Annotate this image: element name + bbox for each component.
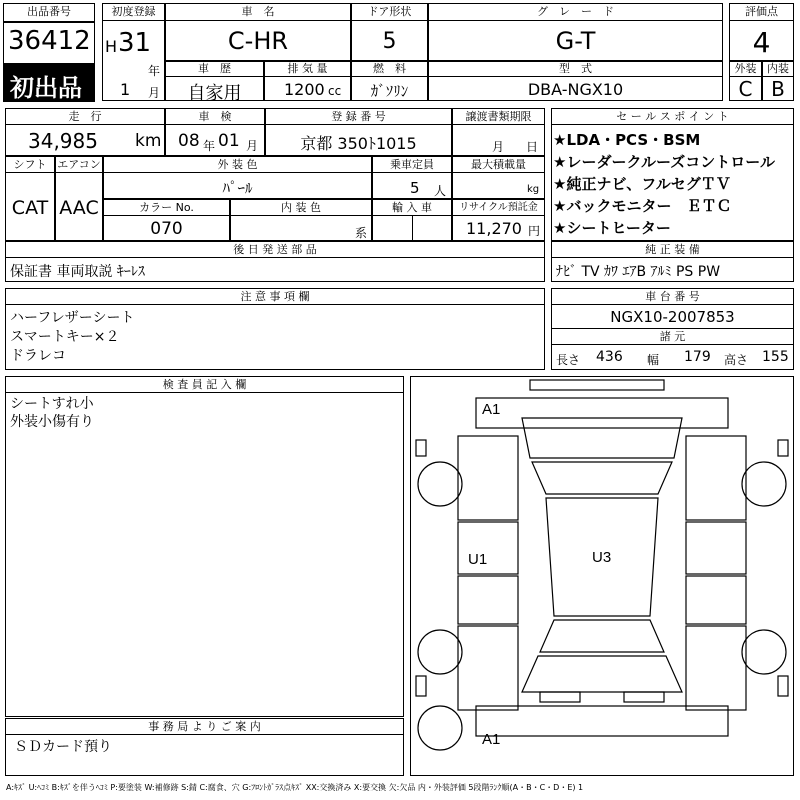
front-right-wheel (742, 462, 786, 506)
right-mirror (778, 440, 788, 456)
hood (522, 418, 682, 458)
shift-label: シフト (13, 158, 47, 171)
model-label: 型 式 (559, 62, 592, 75)
sales-points-label: セ ー ル ス ポ イ ン ト (616, 110, 729, 123)
recycle: 11,270 (466, 219, 522, 238)
rear-right-wheel (742, 630, 786, 674)
notes-line: スマートキー×２ (10, 329, 120, 345)
left-rear-door (458, 576, 518, 624)
registration-label: 初度登録 (111, 5, 156, 18)
car-diagram (410, 376, 794, 776)
height: 155 (762, 349, 789, 365)
recycle-label: リサイクル預託金 (459, 202, 538, 213)
left-step (416, 676, 426, 696)
office-value: ＳＤカード預り (14, 739, 112, 755)
legend: A:ｷｽﾞ U:ﾍｺﾐ B:ｷｽﾞを伴うﾍｺﾐ P:要塗装 W:補修跡 S:錆 C:腐食、穴 G:ﾌﾛﾝﾄｶﾞﾗｽ点ｷｽﾞ XX:交換済み X:要交換 欠:欠品 内・外装評価 5段階ﾗﾝｸ順(A・B・C・D・E) 1 (6, 783, 584, 792)
fuel: ｶﾞｿﾘﾝ (370, 82, 409, 100)
length-label: 長さ (556, 353, 581, 367)
era: H (105, 37, 118, 56)
width-label: 幅 (647, 353, 660, 367)
trunk (522, 656, 682, 692)
ac: AAC (59, 197, 99, 219)
capacity: 5 (410, 179, 420, 197)
front-bumper (476, 398, 728, 428)
sales-point-item: ★LDA・PCS・BSM (553, 131, 701, 149)
month-unit: 月 (148, 86, 161, 100)
capacity-label: 乗車定員 (390, 158, 434, 171)
length: 436 (596, 349, 623, 365)
reg-year: 31 (118, 28, 152, 58)
inspection-month: 01 (218, 131, 240, 151)
lot-number: 36412 (8, 26, 91, 56)
inspection-year: 08 (178, 131, 200, 151)
history: 自家用 (187, 83, 242, 104)
specs-label: 諸 元 (659, 330, 686, 343)
transfer-day: 日 (526, 140, 539, 154)
model: DBA-NGX10 (527, 80, 624, 99)
score: 4 (752, 26, 771, 59)
recycle-unit: 円 (528, 224, 541, 238)
color-label: 外 装 色 (217, 158, 258, 171)
mileage-label: 走 行 (68, 110, 102, 123)
plate-label: 登 録 番 号 (331, 110, 386, 123)
first-listing-text: 初出品 (10, 74, 82, 102)
front-left-fender (458, 436, 518, 520)
notes-line: ドラレコ (10, 348, 66, 364)
equipment-label: 純 正 装 備 (645, 243, 700, 256)
rear-left-wheel (418, 630, 462, 674)
height-label: 高さ (724, 353, 749, 367)
inspector-label: 検 査 員 記 入 欄 (162, 378, 247, 391)
inspector-line: シートすれ小 (10, 396, 94, 412)
sales-point-item: ★バックモニター ＥＴＣ (553, 197, 732, 215)
score-label: 評価点 (745, 5, 778, 18)
int-color-label: 内 装 色 (281, 201, 321, 214)
left-mirror (416, 440, 426, 456)
equipment-value: ﾅﾋﾞ TV ｶﾜ ｴｱB ｱﾙﾐ PS PW (556, 264, 721, 280)
notes-label: 注 意 事 項 欄 (240, 290, 310, 303)
mark-left-door: U1 (468, 551, 488, 568)
displacement-unit: cc (328, 84, 342, 98)
rear-right-fender (686, 626, 746, 710)
exterior-grade: C (738, 77, 753, 101)
sales-point-item: ★純正ナビ、フルセグＴＶ (553, 175, 731, 193)
int-color-unit: 系 (355, 226, 368, 240)
transfer-label: 譲渡書類期限 (465, 110, 532, 123)
front-windshield (532, 462, 672, 494)
rear-left-fender (458, 626, 518, 710)
plate: 京都 350ﾄ1015 (300, 134, 417, 153)
displacement-label: 排 気 量 (287, 62, 328, 75)
doors: 5 (382, 29, 397, 54)
rear-plate-left (540, 692, 580, 702)
mark-front: A1 (482, 401, 501, 418)
shift: CAT (11, 197, 49, 219)
color-no: 070 (150, 219, 183, 239)
load-label: 最大積載量 (471, 158, 526, 171)
right-front-door (686, 522, 746, 574)
exterior-label: 外装 (734, 62, 757, 75)
front-left-wheel (418, 462, 462, 506)
load-unit: kg (527, 184, 540, 195)
transfer-month: 月 (492, 140, 505, 154)
mileage-unit: km (135, 131, 162, 151)
front-right-fender (686, 436, 746, 520)
car-name-label: 車 名 (241, 5, 275, 18)
spare-wheel (418, 706, 462, 750)
reg-month: 1 (120, 80, 131, 99)
mark-roof: U3 (592, 549, 612, 566)
inspection-label: 車 検 (198, 110, 232, 123)
sales-point-item: ★レーダークルーズコントロール (553, 153, 775, 171)
import-label: 輸 入 車 (392, 201, 432, 214)
roof-antenna-slot (530, 380, 664, 390)
year-unit: 年 (148, 64, 161, 78)
fuel-label: 燃 料 (373, 62, 406, 75)
grade: G-T (555, 27, 596, 55)
lot-label: 出品番号 (27, 5, 71, 18)
right-rear-door (686, 576, 746, 624)
mark-rear: A1 (482, 731, 501, 748)
grade-label: グ レ ー ド (537, 5, 614, 18)
office-label: 事 務 局 よ り ご 案 内 (148, 720, 261, 733)
capacity-unit: 人 (434, 184, 447, 198)
door-label: ドア形状 (367, 5, 412, 18)
color-no-label: カラー No. (139, 201, 194, 214)
mileage: 34,985 (28, 129, 98, 153)
rear-plate-right (624, 692, 664, 702)
sales-point-item: ★シートヒーター (553, 219, 671, 237)
notes-line: ハーフレザーシート (10, 310, 135, 326)
car-name: C-HR (227, 27, 289, 55)
interior-label: 内装 (767, 62, 789, 75)
rear-windshield (540, 620, 664, 652)
inspection-year-unit: 年 (203, 139, 216, 153)
history-label: 車 歴 (198, 62, 231, 75)
inspector-line: 外装小傷有り (10, 414, 94, 430)
interior-grade: B (771, 77, 785, 101)
width: 179 (684, 349, 711, 365)
left-front-door (458, 522, 518, 574)
docs-label: 後 日 発 送 部 品 (233, 243, 317, 256)
ac-label: エアコン (57, 158, 101, 171)
right-step (778, 676, 788, 696)
docs-value: 保証書 車両取説 ｷｰﾚｽ (10, 264, 145, 280)
chassis-label: 車 台 番 号 (645, 290, 700, 303)
color: ﾊﾟｰﾙ (222, 179, 253, 197)
displacement: 1200 (284, 80, 325, 99)
chassis-number: NGX10-2007853 (610, 308, 735, 326)
inspection-month-unit: 月 (246, 139, 259, 153)
